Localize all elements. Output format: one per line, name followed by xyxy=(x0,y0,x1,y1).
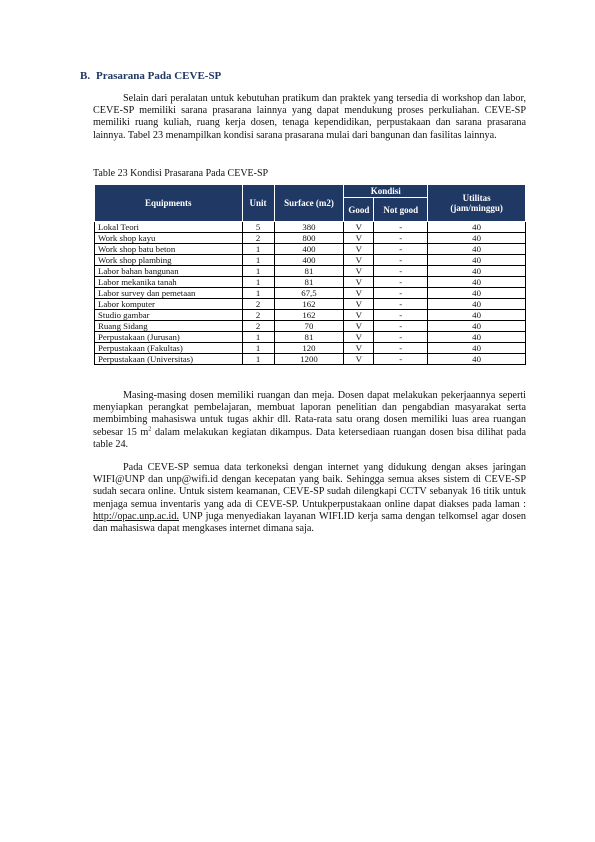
cell-utilitas: 40 xyxy=(428,310,526,321)
header-utilitas-line1: Utilitas xyxy=(462,193,491,203)
cell-surface: 400 xyxy=(274,255,344,266)
cell-good: V xyxy=(344,332,374,343)
cell-equipment: Work shop plambing xyxy=(95,255,243,266)
header-equipments: Equipments xyxy=(95,185,243,222)
cell-surface: 120 xyxy=(274,343,344,354)
infrastructure-table xyxy=(94,184,526,365)
cell-utilitas: 40 xyxy=(428,277,526,288)
cell-not-good: - xyxy=(374,332,428,343)
cell-good: V xyxy=(344,222,374,233)
paragraph3-text-b: UNP juga menyediakan layanan WIFI.ID kerja sama dengan telkomsel agar dosen dan mahasiswa dapat mengkases internet dimana saja. xyxy=(93,510,526,535)
cell-surface: 162 xyxy=(274,299,344,310)
cell-equipment: Labor komputer xyxy=(95,299,243,310)
cell-unit: 5 xyxy=(242,222,274,233)
header-good: Good xyxy=(344,198,374,222)
cell-not-good: - xyxy=(374,343,428,354)
cell-utilitas: 40 xyxy=(428,244,526,255)
cell-good: V xyxy=(344,310,374,321)
cell-equipment: Labor bahan bangunan xyxy=(95,266,243,277)
cell-surface: 1200 xyxy=(274,354,344,365)
cell-not-good: - xyxy=(374,288,428,299)
cell-equipment: Lokal Teori xyxy=(95,222,243,233)
opac-link[interactable]: http://opac.unp.ac.id. xyxy=(93,510,180,522)
cell-utilitas: 40 xyxy=(428,255,526,266)
table-row xyxy=(95,244,526,255)
cell-utilitas: 40 xyxy=(428,343,526,354)
cell-utilitas: 40 xyxy=(428,288,526,299)
cell-unit: 2 xyxy=(242,299,274,310)
section-heading xyxy=(80,70,221,82)
cell-surface: 162 xyxy=(274,310,344,321)
cell-equipment: Perpustakaan (Jurusan) xyxy=(95,332,243,343)
cell-unit: 1 xyxy=(242,277,274,288)
cell-not-good: - xyxy=(374,321,428,332)
cell-unit: 1 xyxy=(242,244,274,255)
cell-utilitas: 40 xyxy=(428,299,526,310)
header-utilitas xyxy=(428,185,526,222)
cell-equipment: Perpustakaan (Universitas) xyxy=(95,354,243,365)
cell-surface: 380 xyxy=(274,222,344,233)
paragraph2-text-b: dalam melakukan kegiatan dikampus. Data ketersediaan ruangan dosen bisa dilihat pada table 24. xyxy=(93,426,527,450)
cell-unit: 1 xyxy=(242,343,274,354)
cell-surface: 81 xyxy=(274,266,344,277)
table-row xyxy=(95,255,526,266)
cell-good: V xyxy=(344,266,374,277)
cell-good: V xyxy=(344,233,374,244)
cell-good: V xyxy=(344,343,374,354)
table-caption: Table 23 Kondisi Prasarana Pada CEVE-SP xyxy=(93,168,269,179)
cell-unit: 1 xyxy=(242,354,274,365)
intro-paragraph xyxy=(93,93,526,142)
cell-unit: 2 xyxy=(242,310,274,321)
table-row xyxy=(95,321,526,332)
cell-not-good: - xyxy=(374,299,428,310)
header-surface: Surface (m2) xyxy=(274,185,344,222)
cell-not-good: - xyxy=(374,310,428,321)
cell-surface: 800 xyxy=(274,233,344,244)
paragraph3-text-a: Pada CEVE-SP semua data terkoneksi dengan internet yang didukung dengan akses jaringan WIFI@UNP dan unp@wifi.id dengan kecepatan yang baik. Sehingga semua akses sistem di CEVE-SP sudah secara online. Untuk sistem keamanan, CEVE-SP sudah dilengkapi CCTV sebanyak 16 titik untuk menjaga semua inventaris yang ada di CEVE-SP. Untukperpustakaan online dapat diakses pada laman : xyxy=(93,462,526,510)
cell-surface: 70 xyxy=(274,321,344,332)
header-utilitas-line2: (jam/minggu) xyxy=(450,203,503,213)
header-kondisi: Kondisi xyxy=(344,185,428,198)
table-row xyxy=(95,343,526,354)
network-paragraph xyxy=(93,462,526,535)
table-row xyxy=(95,222,526,233)
cell-good: V xyxy=(344,354,374,365)
table-row xyxy=(95,233,526,244)
header-not-good: Not good xyxy=(374,198,428,222)
cell-surface: 67,5 xyxy=(274,288,344,299)
cell-surface: 81 xyxy=(274,332,344,343)
cell-equipment: Perpustakaan (Fakultas) xyxy=(95,343,243,354)
table-row xyxy=(95,332,526,343)
cell-equipment: Ruang Sidang xyxy=(95,321,243,332)
superscript-2: 2 xyxy=(148,426,152,433)
table-row xyxy=(95,299,526,310)
cell-utilitas: 40 xyxy=(428,233,526,244)
cell-utilitas: 40 xyxy=(428,222,526,233)
cell-unit: 2 xyxy=(242,233,274,244)
table-body xyxy=(95,222,526,365)
table-row xyxy=(95,288,526,299)
cell-equipment: Work shop batu beton xyxy=(95,244,243,255)
cell-utilitas: 40 xyxy=(428,354,526,365)
cell-surface: 81 xyxy=(274,277,344,288)
cell-equipment: Work shop kayu xyxy=(95,233,243,244)
cell-not-good: - xyxy=(374,233,428,244)
table-row xyxy=(95,354,526,365)
table-row xyxy=(95,277,526,288)
cell-utilitas: 40 xyxy=(428,266,526,277)
lecturer-room-paragraph xyxy=(93,390,526,451)
cell-not-good: - xyxy=(374,244,428,255)
section-number: B. xyxy=(80,70,91,82)
cell-equipment: Labor mekanika tanah xyxy=(95,277,243,288)
cell-equipment: Studio gambar xyxy=(95,310,243,321)
cell-unit: 1 xyxy=(242,266,274,277)
cell-good: V xyxy=(344,299,374,310)
cell-not-good: - xyxy=(374,222,428,233)
cell-unit: 2 xyxy=(242,321,274,332)
cell-unit: 1 xyxy=(242,255,274,266)
table-row xyxy=(95,310,526,321)
cell-good: V xyxy=(344,244,374,255)
header-unit: Unit xyxy=(242,185,274,222)
cell-good: V xyxy=(344,321,374,332)
cell-unit: 1 xyxy=(242,288,274,299)
cell-utilitas: 40 xyxy=(428,332,526,343)
table-row xyxy=(95,266,526,277)
cell-good: V xyxy=(344,277,374,288)
section-title: Prasarana Pada CEVE-SP xyxy=(96,70,222,82)
cell-unit: 1 xyxy=(242,332,274,343)
cell-not-good: - xyxy=(374,354,428,365)
intro-paragraph-text: Selain dari peralatan untuk kebutuhan pratikum dan praktek yang tersedia di workshop dan labor, CEVE-SP memiliki sarana prasarana lainnya yang dapat mendukung proses perkuliahan. CEVE-SP memiliki ruang kuliah, ruang kerja dosen, tenaga kependidikan, perpustakaan dan sarana prasarana lainnya. Tabel 23 menampilkan kondisi sarana prasarana mulai dari bangunan dan fasilitas lainnya. xyxy=(93,93,526,141)
cell-good: V xyxy=(344,288,374,299)
cell-not-good: - xyxy=(374,277,428,288)
cell-surface: 400 xyxy=(274,244,344,255)
cell-equipment: Labor survey dan pemetaan xyxy=(95,288,243,299)
paragraph2-text-a: Masing-masing dosen memiliki ruangan dan meja. Dosen dapat melakukan pekerjaannya seperti menyiapkan perangkat pembelajaran, membuat laporan penelitian dan pengabdian masyarakat serta membimbing mahasiswa untuk tugas akhir dll. Rata-rata satu orang dosen memiliki luas area ruangan sebesar 15 m xyxy=(93,390,526,438)
cell-not-good: - xyxy=(374,266,428,277)
cell-utilitas: 40 xyxy=(428,321,526,332)
cell-good: V xyxy=(344,255,374,266)
cell-not-good: - xyxy=(374,255,428,266)
